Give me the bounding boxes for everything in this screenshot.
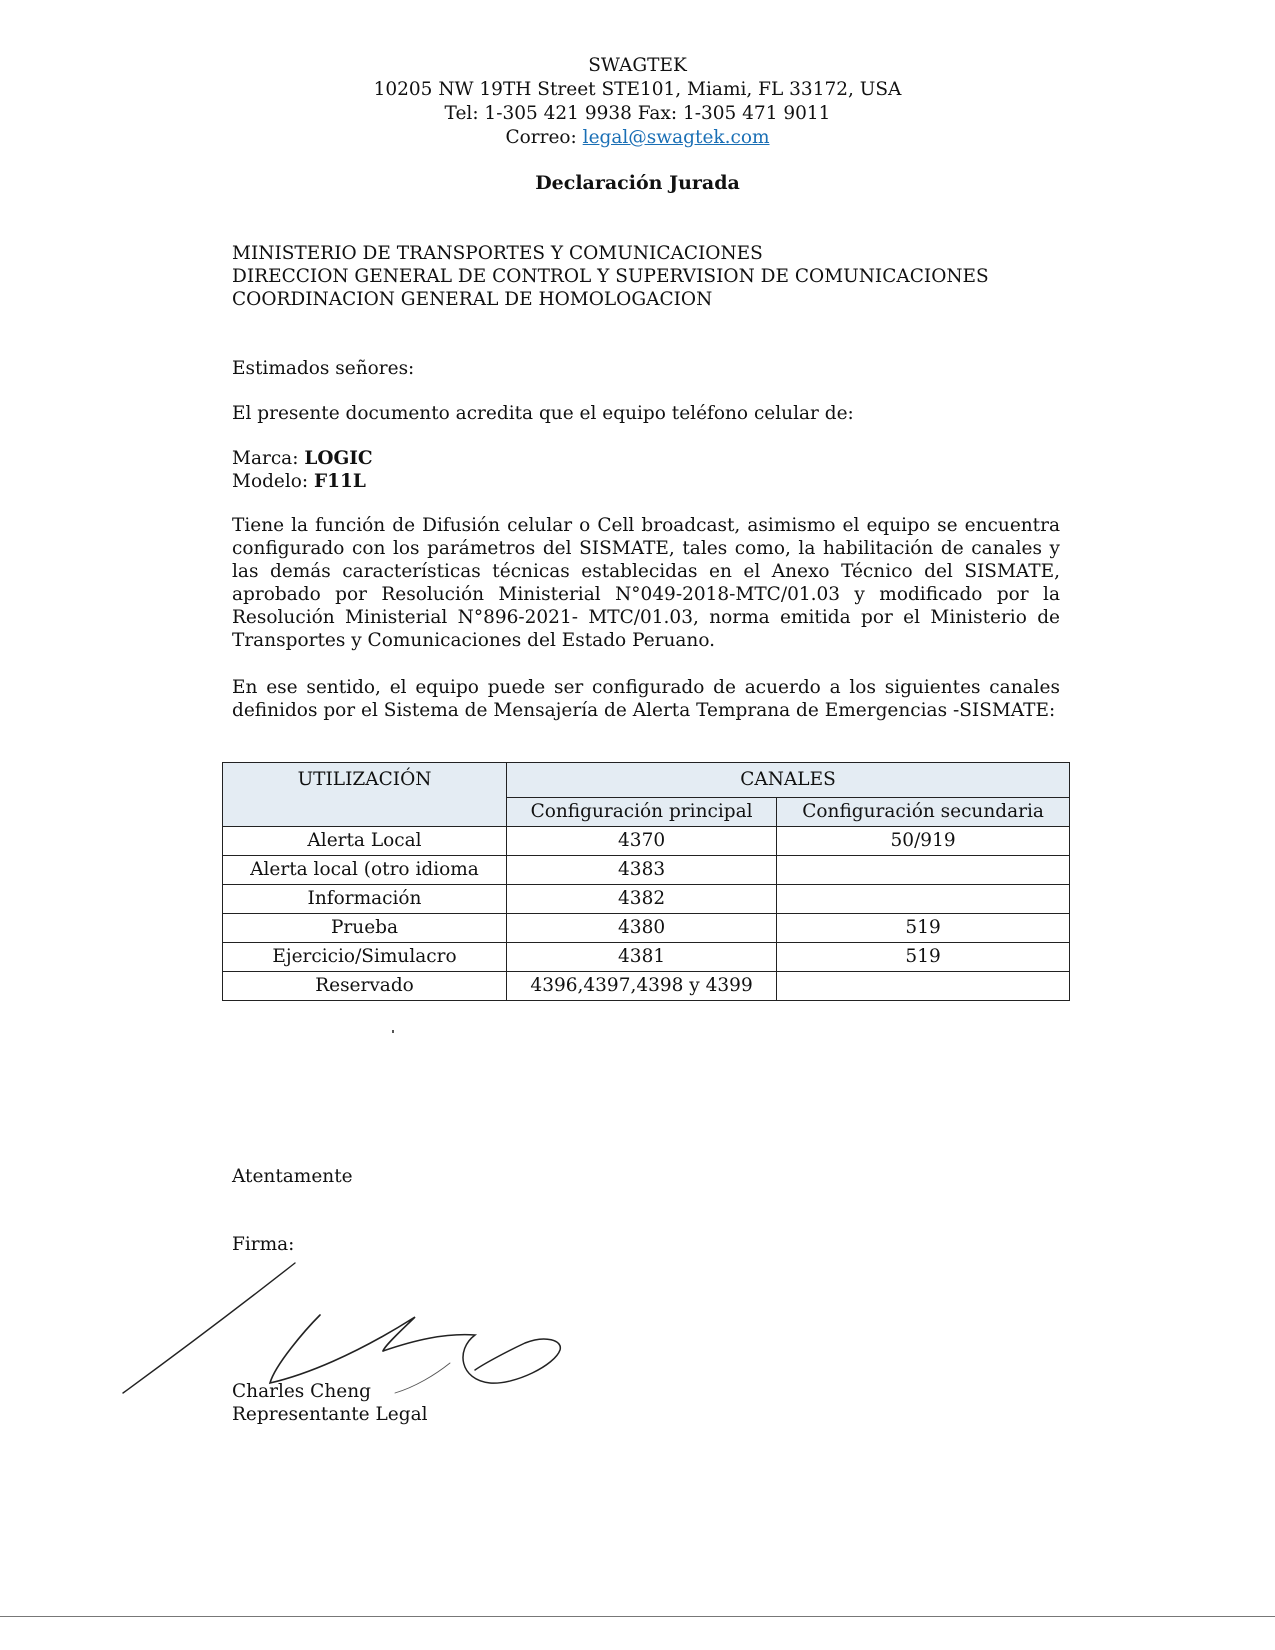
cell-uso: Ejercicio/Simulacro (223, 943, 507, 972)
signature-label: Firma: (232, 1234, 295, 1255)
table-row (223, 885, 1070, 914)
cell-secundaria (777, 885, 1070, 914)
email-link[interactable]: legal@swagtek.com (582, 127, 770, 148)
table-row (223, 972, 1070, 1001)
brand-line (232, 447, 1060, 470)
cell-uso: Información (223, 885, 507, 914)
addressee-block (232, 242, 1060, 311)
company-phones: Tel: 1-305 421 9938 Fax: 1-305 471 9011 (444, 103, 831, 124)
cell-principal: 4380 (507, 914, 777, 943)
cell-secundaria: 519 (777, 943, 1070, 972)
scan-speck (392, 1030, 394, 1033)
paragraph-channels: En ese sentido, el equipo puede ser configurado de acuerdo a los siguientes canales definidos por el Sistema de Mensajería de Alerta Temprana de Emergencias -SISMATE: (232, 677, 1060, 721)
paragraph-function: Tiene la función de Difusión celular o Cell broadcast, asimismo el equipo se encuentra configurado con los parámetros del SISMATE, tales como, la habilitación de canales y las demás características técnicas establecidas en el Anexo Técnico del SISMATE, aprobado por Resolución Ministerial N°049-2018-MTC/01.03 y modificado por la Resolución Ministerial N°896-2021- MTC/01.03, norma emitida por el Ministerio de Transportes y Comunicaciones del Estado Peruano. (232, 515, 1060, 651)
letterhead (0, 54, 1275, 150)
cell-principal: 4381 (507, 943, 777, 972)
model-label: Modelo: (232, 471, 315, 492)
cell-uso: Alerta Local (223, 827, 507, 856)
signer-name: Charles Cheng (232, 1381, 371, 1402)
company-address: 10205 NW 19TH Street STE101, Miami, FL 33172, USA (373, 79, 902, 100)
company-name: SWAGTEK (588, 55, 687, 76)
table-row (223, 943, 1070, 972)
cell-secundaria: 519 (777, 914, 1070, 943)
signer-block (232, 1380, 428, 1426)
cell-secundaria (777, 856, 1070, 885)
closing: Atentamente (232, 1166, 353, 1187)
header-principal: Configuración principal (507, 798, 777, 827)
brand-label: Marca: (232, 448, 305, 469)
cell-principal: 4370 (507, 827, 777, 856)
model-line (232, 470, 1060, 493)
table-row (223, 856, 1070, 885)
company-email-line (0, 126, 1275, 150)
table-row (223, 827, 1070, 856)
model-value: F11L (314, 471, 366, 492)
greeting: Estimados señores: (232, 358, 415, 379)
intro-text: El presente documento acredita que el equipo teléfono celular de: (232, 403, 854, 424)
table-row (223, 914, 1070, 943)
cell-uso: Alerta local (otro idioma (223, 856, 507, 885)
cell-secundaria (777, 972, 1070, 1001)
device-info (232, 447, 1060, 493)
footer-divider (0, 1616, 1275, 1617)
addressee-line-1: MINISTERIO DE TRANSPORTES Y COMUNICACIONES (232, 243, 763, 264)
cell-uso: Reservado (223, 972, 507, 1001)
table-header-row (223, 763, 1070, 798)
channels-table (222, 762, 1070, 1001)
signer-role: Representante Legal (232, 1404, 428, 1425)
header-secundaria: Configuración secundaria (777, 798, 1070, 827)
cell-principal: 4396,4397,4398 y 4399 (507, 972, 777, 1001)
addressee-line-3: COORDINACION GENERAL DE HOMOLOGACION (232, 289, 713, 310)
brand-value: LOGIC (304, 448, 373, 469)
document-title: Declaración Jurada (535, 172, 740, 194)
cell-secundaria: 50/919 (777, 827, 1070, 856)
header-canales: CANALES (507, 763, 1070, 798)
cell-principal: 4382 (507, 885, 777, 914)
header-utilizacion: UTILIZACIÓN (223, 763, 507, 827)
handwritten-signature (115, 1255, 575, 1395)
addressee-line-2: DIRECCION GENERAL DE CONTROL Y SUPERVISION DE COMUNICACIONES (232, 266, 989, 287)
cell-uso: Prueba (223, 914, 507, 943)
email-label: Correo: (505, 127, 583, 148)
cell-principal: 4383 (507, 856, 777, 885)
